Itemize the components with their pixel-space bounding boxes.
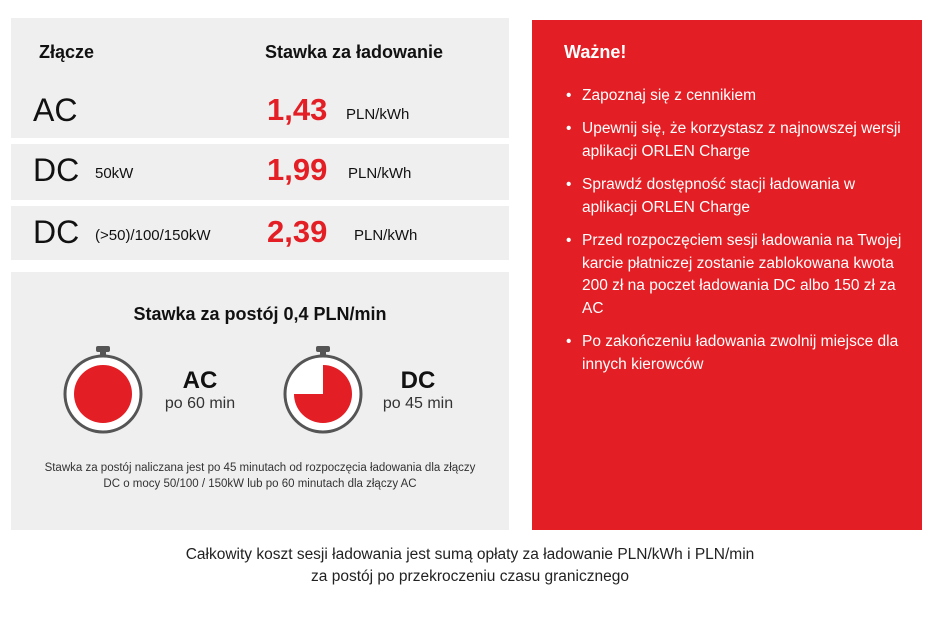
important-item-text: Przed rozpoczęciem sesji ładowania na Twojej karcie płatniczej zostanie zablokowana kwota 200 zł na poczet ładowania DC albo 150 zł za AC <box>582 232 902 317</box>
connector-name: DC <box>33 214 80 250</box>
important-title: Ważne! <box>564 42 627 62</box>
stopwatch-icon <box>61 346 145 434</box>
connector-power: 50kW <box>95 165 134 182</box>
important-item <box>564 118 909 163</box>
rates-table-header <box>11 18 509 82</box>
connector-column-header: Złącze <box>39 42 95 62</box>
important-item-text: Upewnij się, że korzystasz z najnowszej wersji aplikacji ORLEN Charge <box>582 120 901 160</box>
bullet: • <box>566 120 572 138</box>
stopwatch-dc-graphic <box>281 346 365 434</box>
timer-label-ac <box>149 368 251 415</box>
footnote-line-1: Całkowity koszt sesji ładowania jest sumą opłaty za ładowanie PLN/kWh i PLN/min <box>185 546 755 563</box>
important-list <box>564 85 909 387</box>
connector-name: DC <box>33 152 80 188</box>
rate-row-dc-high-power <box>11 206 509 262</box>
timer-threshold: po 60 min <box>164 395 236 413</box>
connector-power: (>50)/100/150kW <box>95 227 211 244</box>
important-item-text: Sprawdź dostępność stacji ładowania w aplikacji ORLEN Charge <box>582 176 856 216</box>
important-item <box>564 85 909 107</box>
price-unit: PLN/kWh <box>346 106 410 123</box>
important-info-panel <box>532 20 922 530</box>
stopwatch-icon <box>281 346 365 434</box>
bullet: • <box>566 176 572 194</box>
price-value: 1,43 <box>267 92 328 127</box>
stopwatch-ac-graphic <box>61 346 145 434</box>
rate-column-header: Stawka za ładowanie <box>265 42 444 62</box>
connector-name: AC <box>33 92 78 128</box>
idle-fee-title: Stawka za postój 0,4 PLN/min <box>133 304 387 324</box>
timer-connector: AC <box>182 367 218 394</box>
charging-rates-table <box>11 18 509 260</box>
timer-label-dc <box>367 368 469 415</box>
important-item <box>564 230 909 320</box>
idle-fee-card <box>11 272 509 530</box>
bullet: • <box>566 232 572 250</box>
total-cost-footnote <box>0 544 940 589</box>
rate-row-ac <box>11 82 509 138</box>
price-unit: PLN/kWh <box>348 165 412 182</box>
bullet: • <box>566 333 572 351</box>
important-item-text: Zapoznaj się z cennikiem <box>582 87 757 104</box>
important-item <box>564 174 909 219</box>
timer-connector: DC <box>400 367 436 394</box>
important-item <box>564 331 909 376</box>
idle-fee-note: Stawka za postój naliczana jest po 45 minutach od rozpoczęcia ładowania dla złączy DC o mocy 50/100 / 150kW lub po 60 minutach dla złączy AC <box>44 462 476 491</box>
stopwatch-fill <box>74 365 132 423</box>
rate-row-dc-50kw <box>11 144 509 200</box>
footnote-line-2: za postój po przekroczeniu czasu granicznego <box>311 568 629 586</box>
price-unit: PLN/kWh <box>354 227 418 244</box>
price-value: 1,99 <box>267 152 328 187</box>
important-item-text: Po zakończeniu ładowania zwolnij miejsce dla innych kierowców <box>582 333 899 373</box>
bullet: • <box>566 87 572 104</box>
timer-threshold: po 45 min <box>382 395 454 413</box>
price-value: 2,39 <box>267 214 328 249</box>
